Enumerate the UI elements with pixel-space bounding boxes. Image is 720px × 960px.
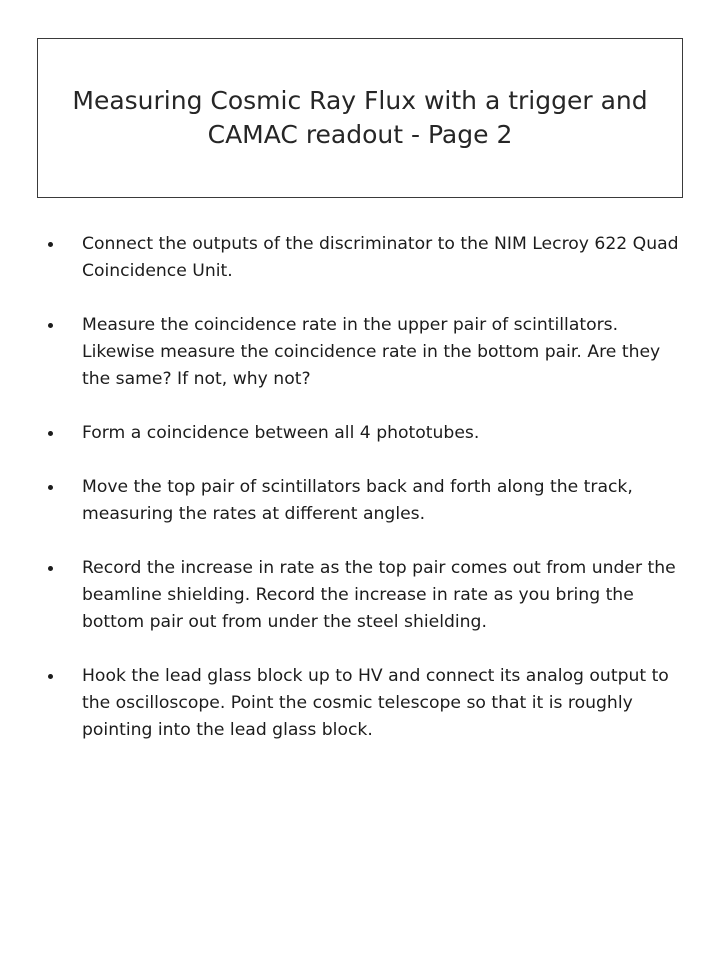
bullet-text: Record the increase in rate as the top pair comes out from under the beamline shielding. Record the increase in rate as you bring the bottom pair out from under the steel shielding. [82, 558, 676, 632]
bullet-text: Measure the coincidence rate in the upper pair of scintillators. Likewise measure the coincidence rate in the bottom pair. Are they the same? If not, why not? [82, 315, 661, 389]
bullet-item [48, 663, 688, 744]
bullet-icon [48, 485, 53, 490]
title-box [37, 38, 683, 198]
bullet-icon [48, 323, 53, 328]
bullet-icon [48, 431, 53, 436]
slide-title: Measuring Cosmic Ray Flux with a trigger and CAMAC readout - Page 2 [72, 86, 648, 149]
bullet-item [48, 312, 688, 393]
bullet-icon [48, 242, 53, 247]
bullet-text: Connect the outputs of the discriminator to the NIM Lecroy 622 Quad Coincidence Unit. [82, 234, 679, 281]
bullet-item [48, 420, 688, 447]
bullet-icon [48, 674, 53, 679]
bullet-item [48, 231, 688, 285]
bullet-item [48, 474, 688, 528]
bullet-text: Move the top pair of scintillators back and forth along the track, measuring the rates at different angles. [82, 477, 633, 524]
bullet-item [48, 555, 688, 636]
bullet-icon [48, 566, 53, 571]
bullet-list [48, 231, 688, 771]
bullet-text: Form a coincidence between all 4 phototubes. [82, 423, 480, 443]
bullet-text: Hook the lead glass block up to HV and connect its analog output to the oscilloscope. Point the cosmic telescope so that it is roughly pointing into the lead glass block. [82, 666, 669, 740]
